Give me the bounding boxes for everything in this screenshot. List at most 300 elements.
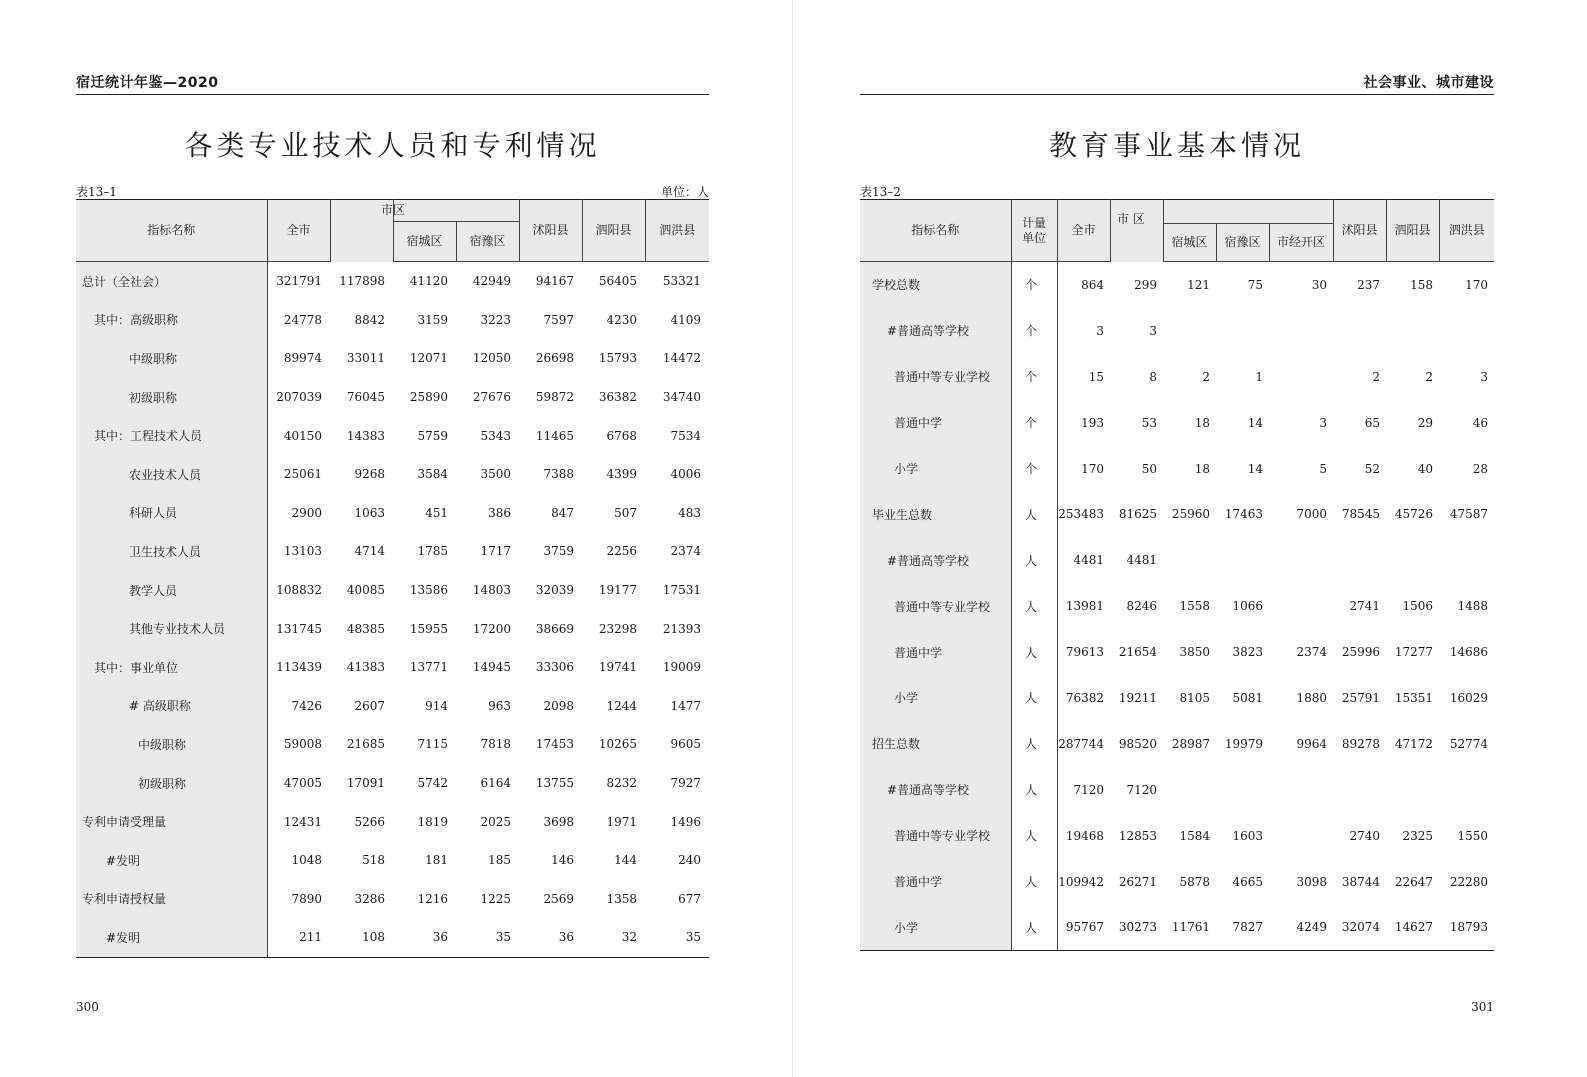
table-cell	[1269, 537, 1333, 583]
table-cell: 146	[551, 853, 575, 868]
row-label: 初级职称	[76, 378, 267, 417]
table-cell: 287744	[1058, 736, 1104, 751]
table-cell: 299	[1134, 277, 1157, 292]
table-cell: 32039	[535, 583, 575, 598]
table-cell: 2	[1425, 369, 1433, 384]
table-cell: 6164	[480, 776, 512, 791]
table-cell: 914	[425, 698, 448, 713]
table-cell: 13771	[409, 660, 448, 675]
table-cell: 963	[488, 698, 512, 713]
table-cell: 3759	[543, 544, 575, 559]
table-cell: 7388	[543, 467, 575, 482]
table-cell: 158	[1410, 277, 1433, 292]
table-cell: 2098	[543, 698, 575, 713]
header-city-label: 市 区	[1117, 212, 1145, 226]
row-unit: 个	[1011, 308, 1057, 354]
table-cell: 19741	[598, 660, 638, 675]
table-cell: 5878	[1179, 874, 1210, 889]
table-cell: 121	[1187, 277, 1210, 292]
table-cell: 33011	[346, 351, 385, 366]
table-cell: 2740	[1349, 828, 1380, 843]
table-cell	[1439, 767, 1494, 813]
table-row	[860, 813, 1494, 859]
table-cell: 40150	[283, 428, 322, 443]
running-head-left: 宿迁统计年鉴—2020	[76, 75, 219, 91]
table-cell: 1785	[417, 544, 448, 559]
row-label: # 高级职称	[76, 687, 267, 726]
table-cell: 3223	[480, 312, 512, 327]
table-cell: 40085	[346, 583, 385, 598]
header-city-cell	[1110, 200, 1163, 262]
table-cell: 25960	[1171, 507, 1210, 522]
table-cell: 14803	[472, 583, 512, 598]
header-unit: 计量单位	[1011, 200, 1057, 262]
table-cell: 1971	[606, 814, 638, 829]
row-label: 普通中等专业学校	[860, 583, 1011, 629]
table-cell: 5266	[354, 814, 385, 829]
table-cell: 4399	[606, 467, 638, 482]
table-row	[76, 532, 709, 571]
table-cell: 2374	[1296, 645, 1327, 660]
table-cell: 211	[299, 930, 322, 945]
table-cell: 28	[1472, 461, 1488, 476]
row-label: 普通中学	[860, 859, 1011, 905]
table-cell: 9964	[1296, 736, 1327, 751]
table-cell: 45726	[1394, 507, 1433, 522]
table-cell: 7120	[1126, 782, 1157, 797]
table-cell: 25890	[409, 390, 448, 405]
row-unit: 人	[1011, 537, 1057, 583]
table-education	[860, 199, 1494, 951]
table-cell: 89278	[1341, 736, 1380, 751]
table-row	[860, 767, 1494, 813]
table-cell: 81625	[1118, 507, 1157, 522]
table-cell: 2025	[480, 814, 512, 829]
header-name: 指标名称	[860, 200, 1011, 262]
table-cell: 14472	[662, 351, 702, 366]
table-cell: 185	[488, 853, 512, 868]
table-id-left: 表13–1	[76, 185, 117, 199]
table-cell: 7534	[670, 428, 702, 443]
table-cell: 50	[1141, 461, 1157, 476]
table-row	[76, 455, 709, 494]
table-cell: 94167	[535, 274, 575, 289]
table-cell: 1488	[1457, 599, 1488, 614]
table-cell: 1603	[1232, 828, 1263, 843]
row-label: 教学人员	[76, 571, 267, 610]
table-cell: 847	[551, 505, 575, 520]
table-cell	[1269, 813, 1333, 859]
table-cell: 30	[1311, 277, 1327, 292]
table-cell: 33306	[535, 660, 575, 675]
table-professionals	[76, 199, 709, 958]
table-cell: 108	[362, 930, 385, 945]
table-cell: 10265	[598, 737, 638, 752]
table-cell: 2374	[670, 544, 702, 559]
table-cell: 38744	[1341, 874, 1380, 889]
table-cell: 27676	[472, 390, 512, 405]
table-cell: 8232	[606, 776, 638, 791]
table-cell: 52774	[1449, 736, 1488, 751]
table-row	[860, 262, 1494, 308]
row-label: 学校总数	[860, 262, 1011, 308]
table-cell: 25061	[283, 467, 322, 482]
row-label: 其中：工程技术人员	[76, 416, 267, 455]
table-cell: 2256	[606, 544, 638, 559]
row-unit: 人	[1011, 491, 1057, 537]
table-cell: 5	[1319, 461, 1327, 476]
table-row	[860, 721, 1494, 767]
table-row	[860, 859, 1494, 905]
row-unit: 人	[1011, 813, 1057, 859]
table-cell: 3584	[417, 467, 448, 482]
table-row	[860, 308, 1494, 354]
header-shuyang: 沭阳县	[1333, 200, 1386, 262]
table-cell: 4249	[1296, 920, 1327, 935]
table-cell: 13755	[535, 776, 575, 791]
row-label: #普通高等学校	[860, 767, 1011, 813]
table-cell: 34740	[662, 390, 702, 405]
table-cell: 1066	[1232, 599, 1263, 614]
table-cell: 4665	[1232, 874, 1263, 889]
table-cell: 451	[425, 505, 448, 520]
table-cell: 15	[1088, 369, 1104, 384]
page-title-right: 教育事业基本情况	[1048, 129, 1305, 162]
table-cell	[1163, 767, 1216, 813]
table-row	[76, 764, 709, 803]
table-cell: 5081	[1232, 690, 1263, 705]
table-cell: 253483	[1058, 507, 1104, 522]
table-cell: 79613	[1065, 645, 1104, 660]
table-cell: 5343	[480, 428, 512, 443]
table-cell: 13103	[283, 544, 322, 559]
table-cell: 7890	[291, 891, 322, 906]
table-cell: 59872	[535, 390, 575, 405]
table-cell: 47005	[283, 776, 322, 791]
table-cell: 4230	[606, 312, 638, 327]
table-cell: 28987	[1171, 736, 1210, 751]
table-cell: 21685	[346, 737, 385, 752]
table-cell: 240	[678, 853, 702, 868]
row-label: 毕业生总数	[860, 491, 1011, 537]
table-cell	[1439, 308, 1494, 354]
row-label: #普通高等学校	[860, 308, 1011, 354]
table-cell: 7120	[1073, 782, 1104, 797]
table-cell: 13981	[1065, 599, 1104, 614]
table-cell: 1506	[1402, 599, 1433, 614]
row-label: 其中：事业单位	[76, 648, 267, 687]
table-cell: 14	[1247, 415, 1263, 430]
table-cell: 8842	[354, 312, 385, 327]
row-unit: 人	[1011, 675, 1057, 721]
table-row	[76, 841, 709, 880]
table-row	[76, 571, 709, 610]
table-cell: 14627	[1394, 920, 1433, 935]
table-cell: 42949	[472, 274, 512, 289]
table-cell: 3500	[480, 467, 512, 482]
table-cell: 16029	[1449, 690, 1488, 705]
table-cell: 19979	[1224, 736, 1263, 751]
table-cell	[1163, 308, 1216, 354]
row-label: 科研人员	[76, 494, 267, 533]
table-cell: 59008	[283, 737, 322, 752]
table-cell	[1386, 767, 1439, 813]
table-cell: 12071	[409, 351, 448, 366]
table-cell: 7115	[417, 737, 448, 752]
table-cell: 76382	[1065, 690, 1104, 705]
table-cell: 30273	[1118, 920, 1157, 935]
table-cell: 17531	[662, 583, 702, 598]
table-cell: 48385	[346, 621, 385, 636]
row-label: 中级职称	[76, 339, 267, 378]
table-cell: 4481	[1073, 553, 1104, 568]
table-cell	[1333, 308, 1386, 354]
table-cell: 36	[558, 930, 575, 945]
table-cell: 32074	[1341, 920, 1380, 935]
table-row	[76, 262, 709, 301]
table-cell: 22280	[1449, 874, 1488, 889]
table-cell: 321791	[276, 274, 322, 289]
table-cell: 25996	[1341, 645, 1380, 660]
table-cell: 3	[1096, 323, 1104, 338]
table-cell: 21654	[1118, 645, 1157, 660]
table-row	[860, 400, 1494, 446]
right-page	[794, 0, 1587, 1077]
table-cell: 131745	[276, 621, 322, 636]
table-cell: 1496	[670, 814, 702, 829]
table-cell: 14	[1247, 461, 1263, 476]
table-cell: 386	[488, 505, 512, 520]
table-cell: 46	[1472, 415, 1488, 430]
table-cell: 89974	[283, 351, 322, 366]
table-cell: 14945	[472, 660, 512, 675]
unit-label-left: 单位：人	[660, 185, 709, 199]
table-cell: 78545	[1341, 507, 1380, 522]
table-cell: 53	[1141, 415, 1157, 430]
table-cell: 65	[1364, 415, 1380, 430]
table-cell: 3823	[1232, 645, 1263, 660]
table-row	[76, 880, 709, 919]
table-cell: 1550	[1457, 828, 1488, 843]
table-cell	[1439, 537, 1494, 583]
row-label: 普通中学	[860, 629, 1011, 675]
table-cell: 144	[614, 853, 638, 868]
table-cell: 19009	[662, 660, 702, 675]
table-body-professionals	[76, 262, 709, 958]
table-cell: 2	[1372, 369, 1380, 384]
table-cell: 14686	[1449, 645, 1488, 660]
page-title-left: 各类专业技术人员和专利情况	[184, 129, 601, 162]
table-cell: 26698	[535, 351, 575, 366]
table-cell: 47172	[1394, 736, 1433, 751]
row-label: 其中：高级职称	[76, 301, 267, 340]
table-row	[860, 446, 1494, 492]
row-label: 招生总数	[860, 721, 1011, 767]
header-city-span	[1117, 200, 1333, 226]
table-row	[76, 378, 709, 417]
table-cell: 21393	[662, 621, 702, 636]
table-cell: 170	[1465, 277, 1488, 292]
table-cell: 3	[1480, 369, 1488, 384]
row-unit: 个	[1011, 262, 1057, 308]
table-cell: 2569	[543, 891, 575, 906]
table-cell: 56405	[598, 274, 638, 289]
table-row	[76, 609, 709, 648]
table-cell: 109942	[1058, 874, 1104, 889]
header-suyu: 宿豫区	[1216, 224, 1269, 262]
table-cell: 35	[685, 930, 702, 945]
table-cell: 15955	[409, 621, 448, 636]
table-cell: 36	[432, 930, 448, 945]
row-label: 中级职称	[76, 725, 267, 764]
table-cell: 29	[1417, 415, 1433, 430]
table-cell: 7426	[291, 698, 322, 713]
running-head-right: 社会事业、城市建设	[1363, 75, 1494, 91]
table-cell: 3	[1149, 323, 1157, 338]
table-cell: 7597	[543, 312, 575, 327]
table-row	[860, 583, 1494, 629]
table-cell: 17277	[1394, 645, 1433, 660]
header-name: 指标名称	[76, 200, 267, 262]
table-cell: 4481	[1126, 553, 1157, 568]
table-cell: 1880	[1296, 690, 1327, 705]
table-cell: 40	[1417, 461, 1433, 476]
table-cell: 17453	[535, 737, 575, 752]
table-cell: 6768	[606, 428, 638, 443]
table-cell: 76045	[346, 390, 385, 405]
table-cell: 25791	[1341, 690, 1380, 705]
row-unit: 人	[1011, 859, 1057, 905]
header-sihong: 泗洪县	[645, 200, 709, 262]
table-row	[76, 802, 709, 841]
table-row	[860, 491, 1494, 537]
row-label: #普通高等学校	[860, 537, 1011, 583]
table-cell: 18	[1194, 415, 1210, 430]
table-cell: 12050	[472, 351, 512, 366]
table-cell: 1063	[354, 505, 385, 520]
table-cell: 1584	[1179, 828, 1210, 843]
table-cell: 95767	[1065, 920, 1104, 935]
table-cell: 3098	[1296, 874, 1327, 889]
row-unit: 个	[1011, 354, 1057, 400]
row-unit: 个	[1011, 446, 1057, 492]
table-cell: 18793	[1449, 920, 1488, 935]
table-cell: 864	[1081, 277, 1104, 292]
table-cell: 26271	[1118, 874, 1157, 889]
table-cell: 1819	[417, 814, 448, 829]
row-unit: 人	[1011, 629, 1057, 675]
table-cell	[1216, 537, 1269, 583]
table-cell: 15793	[598, 351, 638, 366]
table-cell	[1269, 308, 1333, 354]
table-cell: 11761	[1171, 920, 1210, 935]
table-cell	[1269, 767, 1333, 813]
table-cell	[1333, 767, 1386, 813]
table-cell: 2325	[1402, 828, 1433, 843]
row-label: 专利申请受理量	[76, 802, 267, 841]
table-cell: 32	[621, 930, 638, 945]
header-suyu: 宿豫区	[456, 222, 519, 262]
table-cell: 507	[614, 505, 638, 520]
table-row	[76, 648, 709, 687]
table-row	[76, 918, 709, 957]
table-cell: 1358	[606, 891, 638, 906]
table-cell: 9268	[354, 467, 385, 482]
table-cell: 38669	[535, 621, 575, 636]
table-cell: 1717	[480, 544, 512, 559]
table-cell: 41120	[409, 274, 448, 289]
header-city-span	[381, 200, 519, 222]
row-label: 总计（全社会）	[76, 262, 267, 301]
table-cell: 17463	[1224, 507, 1263, 522]
row-label: 专利申请授权量	[76, 880, 267, 919]
table-cell: 8105	[1179, 690, 1210, 705]
table-cell: 5759	[417, 428, 448, 443]
row-label: #发明	[76, 918, 267, 957]
table-cell: 24778	[283, 312, 322, 327]
table-row	[860, 537, 1494, 583]
table-cell: 7818	[480, 737, 512, 752]
table-cell: 2900	[291, 505, 322, 520]
table-cell: 15351	[1394, 690, 1433, 705]
table-cell: 1477	[670, 698, 702, 713]
page-number-left: 300	[76, 1000, 99, 1014]
table-row	[76, 725, 709, 764]
row-unit: 人	[1011, 904, 1057, 950]
table-cell: 23298	[598, 621, 638, 636]
table-cell: 8	[1149, 369, 1157, 384]
table-cell: 9605	[670, 737, 702, 752]
left-page	[0, 0, 793, 1077]
table-body-education	[860, 262, 1494, 951]
header-devzone: 市经开区	[1269, 224, 1333, 262]
row-unit: 人	[1011, 583, 1057, 629]
table-cell: 2741	[1349, 599, 1380, 614]
table-cell	[1333, 537, 1386, 583]
header-city-label: 市区	[381, 203, 406, 217]
table-cell: 53321	[662, 274, 702, 289]
table-cell: 36382	[598, 390, 638, 405]
table-cell: 22647	[1394, 874, 1433, 889]
table-cell: 3698	[543, 814, 575, 829]
table-cell: 18	[1194, 461, 1210, 476]
table-cell: 7827	[1232, 920, 1263, 935]
table-cell: 1216	[417, 891, 448, 906]
table-cell: 5742	[417, 776, 448, 791]
table-cell: 207039	[276, 390, 322, 405]
table-cell: 75	[1247, 277, 1263, 292]
table-cell: 4006	[670, 467, 702, 482]
table-cell: 19177	[598, 583, 638, 598]
table-row	[76, 494, 709, 533]
table-cell: 7927	[670, 776, 702, 791]
table-cell: 170	[1081, 461, 1104, 476]
header-suchang: 宿城区	[393, 222, 456, 262]
table-cell: 108832	[276, 583, 322, 598]
table-cell: 41383	[346, 660, 385, 675]
table-cell: 98520	[1118, 736, 1157, 751]
header-sihong: 泗洪县	[1439, 200, 1494, 262]
header-shuyang: 沭阳县	[519, 200, 582, 262]
row-unit: 人	[1011, 767, 1057, 813]
table-row	[860, 675, 1494, 721]
row-label: 其他专业技术人员	[76, 609, 267, 648]
row-label: 初级职称	[76, 764, 267, 803]
table-cell: 3286	[354, 891, 385, 906]
table-cell: 35	[495, 930, 512, 945]
table-cell: 13586	[409, 583, 448, 598]
table-row	[860, 904, 1494, 950]
